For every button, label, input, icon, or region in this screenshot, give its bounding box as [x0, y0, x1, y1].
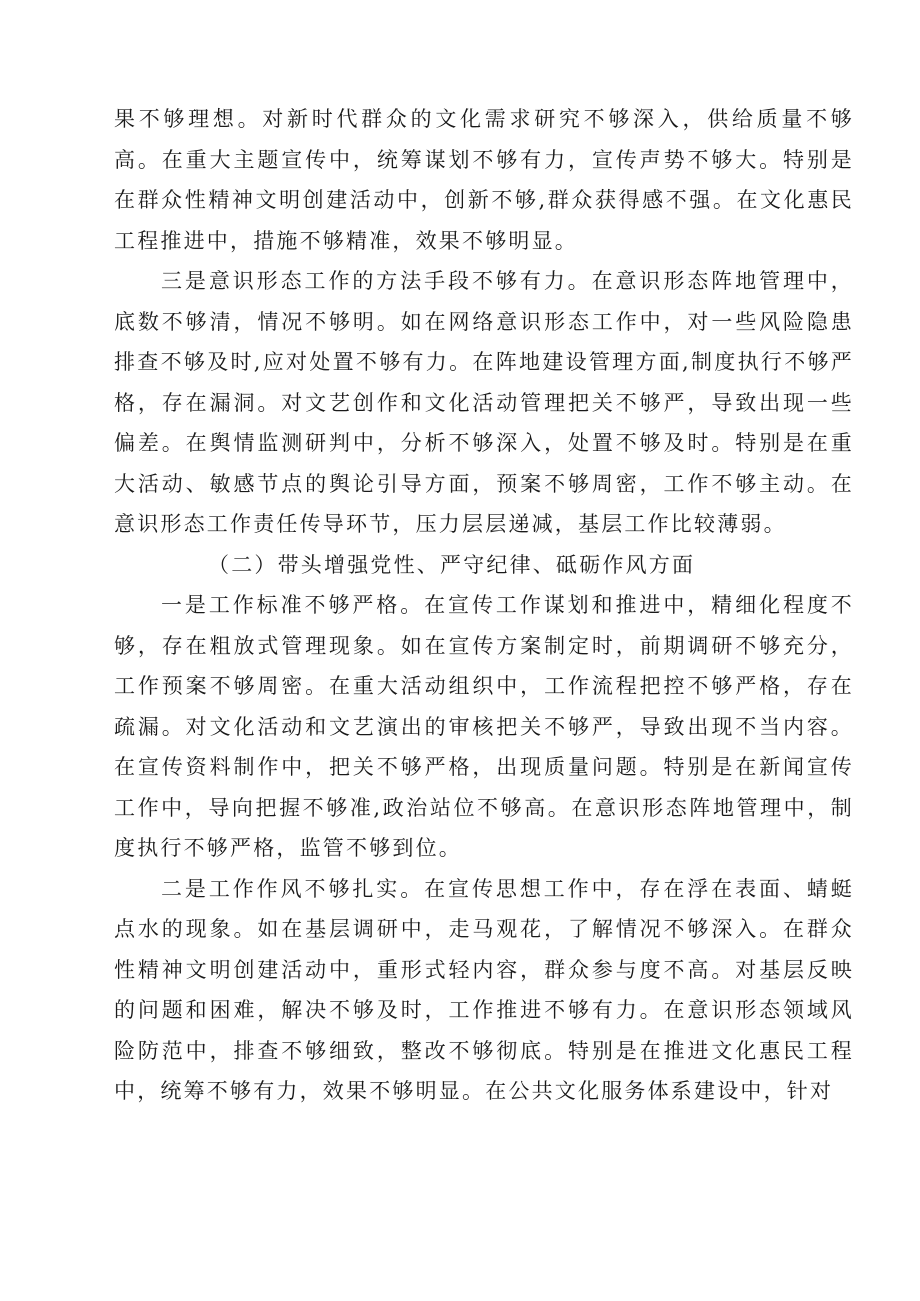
paragraph-point-three: 三是意识形态工作的方法手段不够有力。在意识形态阵地管理中，底数不够清，情况不够明。如在网络意识形态工作中，对一些风险隐患排查不够及时,应对处置不够有力。在阵地建设管理方面,制度执行不够严格，存在漏洞。对文艺创作和文化活动管理把关不够严，导致出现一些偏差。在舆情监测研判中，分析不够深入，处置不够及时。特别是在重大活动、敏感节点的舆论引导方面，预案不够周密，工作不够主动。在意识形态工作责任传导环节，压力层层递减，基层工作比较薄弱。: [114, 269, 854, 536]
document-body: [114, 99, 854, 1112]
section-heading-text: （二）带头增强党性、严守纪律、砥砺作风方面: [208, 552, 696, 577]
section-heading-two: [114, 545, 854, 586]
paragraph-point-one: 一是工作标准不够严格。在宣传工作谋划和推进中，精细化程度不够，存在粗放式管理现象。如在宣传方案制定时，前期调研不够充分，工作预案不够周密。在重大活动组织中，工作流程把控不够严格，存在疏漏。对文化活动和文艺演出的审核把关不够严，导致出现不当内容。在宣传资料制作中，把关不够严格，出现质量问题。特别是在新闻宣传工作中，导向把握不够准,政治站位不够高。在意识形态阵地管理中，制度执行不够严格，监管不够到位。: [114, 593, 854, 860]
paragraph-point-two: 二是工作作风不够扎实。在宣传思想工作中，存在浮在表面、蜻蜓点水的现象。如在基层调研中，走马观花，了解情况不够深入。在群众性精神文明创建活动中，重形式轻内容，群众参与度不高。对基层反映的问题和困难，解决不够及时，工作推进不够有力。在意识形态领域风险防范中，排查不够细致，整改不够彻底。特别是在推进文化惠民工程中，统筹不够有力，效果不够明显。在公共文化服务体系建设中，针对: [114, 876, 854, 1103]
paragraph-continuation: 果不够理想。对新时代群众的文化需求研究不够深入，供给质量不够高。在重大主题宣传中，统筹谋划不够有力，宣传声势不够大。特别是在群众性精神文明创建活动中，创新不够,群众获得感不强。在文化惠民工程推进中，措施不够精准，效果不够明显。: [114, 107, 854, 253]
